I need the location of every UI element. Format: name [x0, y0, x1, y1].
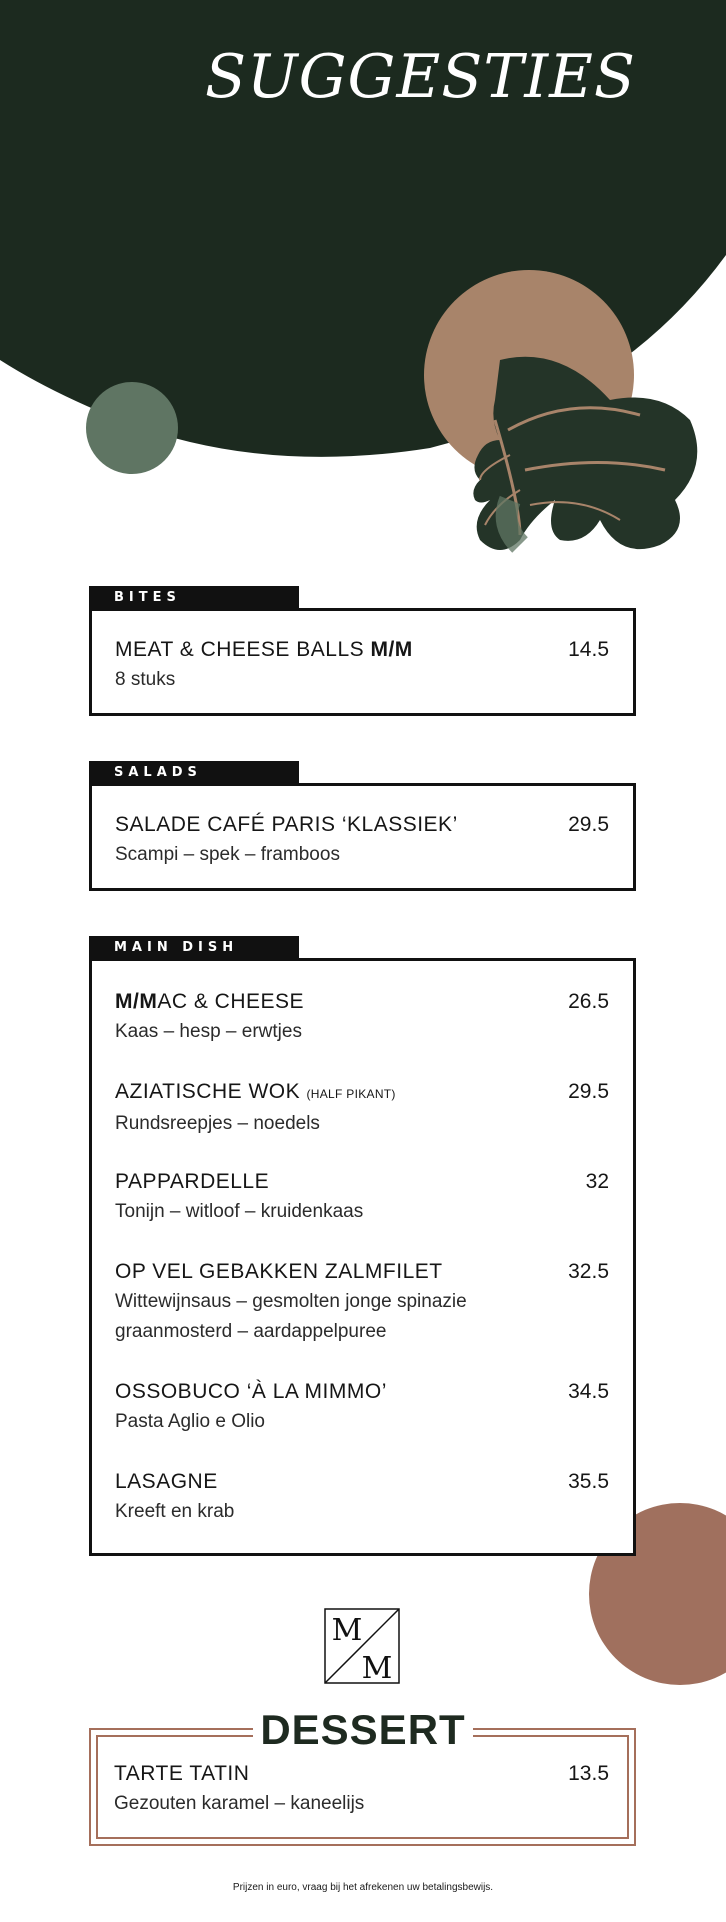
menu-item: [92, 1077, 633, 1167]
menu-box-main-dish: [89, 958, 636, 1556]
item-name-brand: M/M: [370, 638, 413, 661]
menu-box-salads: [89, 783, 636, 891]
item-price: 29.5: [568, 813, 609, 836]
item-name: LASAGNE: [115, 1470, 218, 1493]
page-title: SUGGESTIES: [204, 42, 636, 112]
item-name-text: AC & CHEESE: [157, 990, 305, 1013]
item-description: Kreeft en krab: [115, 1501, 235, 1522]
item-price: 34.5: [568, 1380, 609, 1403]
item-name-text: MEAT & CHEESE BALLS: [115, 638, 371, 661]
item-name: [115, 1077, 609, 1109]
menu-item: [92, 1377, 633, 1467]
sage-circle: [86, 382, 178, 474]
item-price: 35.5: [568, 1470, 609, 1493]
item-name-brand: M/M: [115, 990, 158, 1013]
item-name: TARTE TATIN: [114, 1762, 250, 1785]
menu-box-bites: [89, 608, 636, 716]
menu-item: [92, 987, 633, 1077]
item-name: [115, 987, 609, 1017]
item-description: 8 stuks: [115, 669, 176, 690]
menu-item: [92, 1167, 633, 1257]
item-description: Pasta Aglio e Olio: [115, 1411, 265, 1432]
menu-item: [92, 1257, 633, 1377]
item-description: Rundsreepjes – noedels: [115, 1113, 320, 1134]
item-name-note: (HALF PIKANT): [306, 1087, 396, 1101]
item-price: 14.5: [568, 638, 609, 661]
menu-item: [92, 635, 633, 695]
footer-note: Prijzen in euro, vraag bij het afrekenen uw betalingsbewijs.: [232, 1882, 494, 1893]
dessert-heading: DESSERT: [253, 1702, 473, 1758]
item-price: 32.5: [568, 1260, 609, 1283]
item-description: Gezouten karamel – kaneelijs: [114, 1793, 365, 1814]
section-label-salads: SALADS: [89, 761, 299, 785]
item-price: 26.5: [568, 990, 609, 1013]
item-name: OSSOBUCO ‘À LA MIMMO’: [115, 1380, 387, 1403]
menu-item: [92, 1467, 633, 1557]
item-name-text: AZIATISCHE WOK: [115, 1080, 307, 1103]
item-name: OP VEL GEBAKKEN ZALMFILET: [115, 1260, 443, 1283]
item-description-line-2: graanmosterd – aardappelpuree: [115, 1321, 387, 1342]
logo-letter-bottom: M: [361, 1651, 393, 1684]
item-name: SALADE CAFÉ PARIS ‘KLASSIEK’: [115, 813, 458, 836]
mm-logo: [324, 1608, 400, 1684]
item-description: Kaas – hesp – erwtjes: [115, 1021, 302, 1042]
item-description: Tonijn – witloof – kruidenkaas: [115, 1201, 364, 1222]
item-description: Scampi – spek – framboos: [115, 844, 340, 865]
logo-letter-top: M: [331, 1613, 363, 1648]
item-price: 13.5: [568, 1762, 609, 1785]
monstera-leaf-icon: [473, 357, 697, 550]
menu-item: [92, 810, 633, 870]
section-label-main-dish: MAIN DISH: [89, 936, 299, 960]
item-description: Wittewijnsaus – gesmolten jonge spinazie: [115, 1291, 467, 1312]
item-name: PAPPARDELLE: [115, 1170, 270, 1193]
item-name: [115, 635, 609, 665]
item-price: 29.5: [568, 1080, 609, 1103]
section-label-bites: BITES: [89, 586, 299, 610]
item-price: 32: [585, 1170, 609, 1193]
